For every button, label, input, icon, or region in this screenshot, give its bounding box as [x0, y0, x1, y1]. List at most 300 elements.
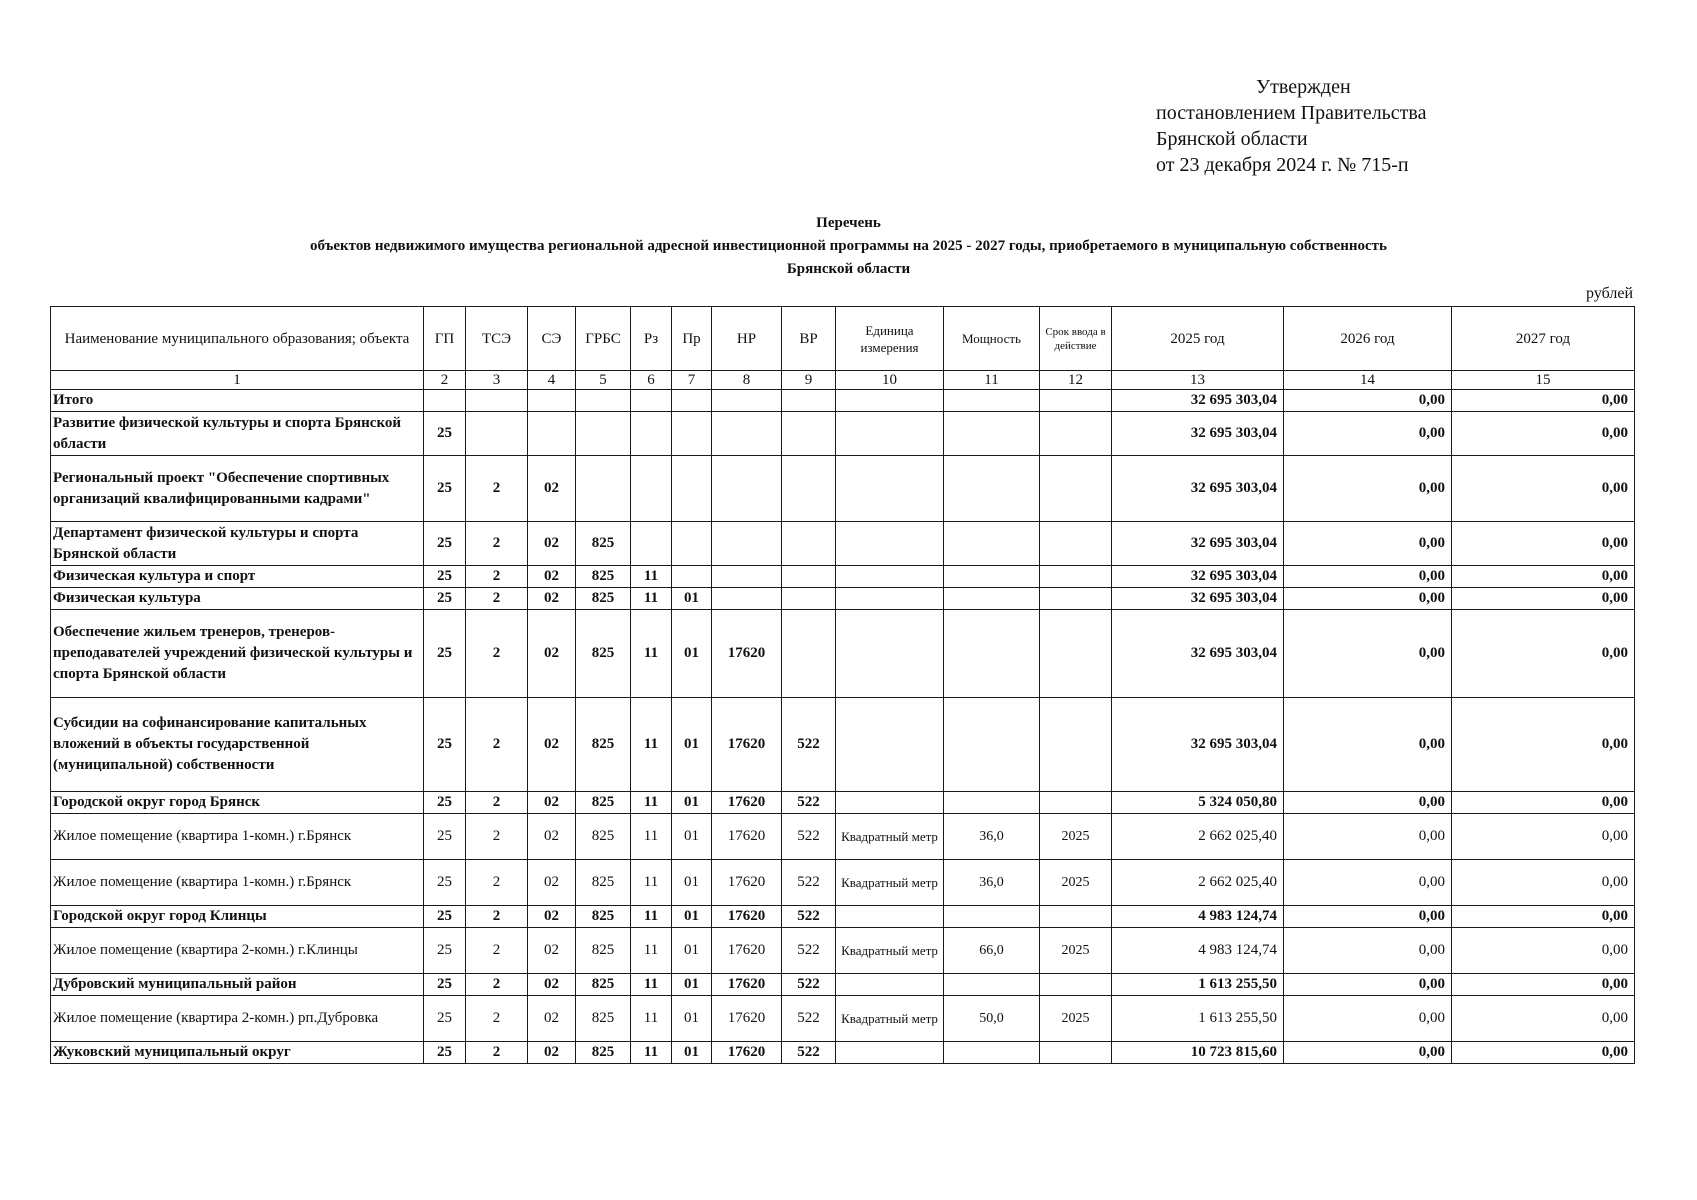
gp-cell: 25: [424, 906, 466, 928]
amount-2025-cell: 32 695 303,04: [1112, 412, 1284, 456]
approval-line-region: Брянской области: [1156, 128, 1308, 150]
capacity-cell: [944, 610, 1040, 698]
capacity-cell: 36,0: [944, 860, 1040, 906]
capacity-cell: 50,0: [944, 996, 1040, 1042]
gp-cell: 25: [424, 456, 466, 522]
name-cell: Жилое помещение (квартира 2-комн.) г.Клинцы: [51, 928, 424, 974]
pr-cell: 01: [672, 610, 712, 698]
units-label: рублей: [1586, 285, 1633, 302]
se-cell: 02: [528, 588, 576, 610]
index-cell: 1: [51, 371, 424, 390]
approval-line-date: от 23 декабря 2024 г. № 715-п: [1156, 154, 1409, 176]
rz-cell: 11: [631, 814, 672, 860]
gp-cell: 25: [424, 996, 466, 1042]
pr-cell: [672, 566, 712, 588]
se-cell: 02: [528, 456, 576, 522]
document-subtitle-region: Брянской области: [786, 261, 911, 277]
unit-cell: Квадратный метр: [836, 860, 944, 906]
amount-2025-cell: 4 983 124,74: [1112, 928, 1284, 974]
capacity-cell: 36,0: [944, 814, 1040, 860]
amount-2027-cell: 0,00: [1452, 698, 1635, 792]
vr-cell: [782, 566, 836, 588]
commission-cell: [1040, 390, 1112, 412]
pr-cell: 01: [672, 792, 712, 814]
nr-cell: [712, 566, 782, 588]
amount-2027-cell: 0,00: [1452, 928, 1635, 974]
grbs-cell: 825: [576, 610, 631, 698]
document-title: Перечень: [816, 215, 881, 231]
approval-line-decree: постановлением Правительства: [1156, 102, 1427, 124]
amount-2027-cell: 0,00: [1452, 814, 1635, 860]
unit-cell: [836, 412, 944, 456]
rz-cell: 11: [631, 588, 672, 610]
pr-cell: [672, 390, 712, 412]
tse-cell: 2: [466, 906, 528, 928]
pr-cell: 01: [672, 588, 712, 610]
grbs-cell: 825: [576, 906, 631, 928]
amount-2027-cell: 0,00: [1452, 906, 1635, 928]
table-row: [51, 974, 1635, 996]
capacity-cell: [944, 390, 1040, 412]
nr-cell: 17620: [712, 792, 782, 814]
commission-cell: [1040, 588, 1112, 610]
header-tse: ТСЭ: [466, 307, 528, 371]
se-cell: 02: [528, 974, 576, 996]
amount-2027-cell: 0,00: [1452, 1042, 1635, 1064]
vr-cell: [782, 412, 836, 456]
nr-cell: 17620: [712, 974, 782, 996]
pr-cell: [672, 522, 712, 566]
gp-cell: 25: [424, 860, 466, 906]
header-nr: НР: [712, 307, 782, 371]
rz-cell: 11: [631, 860, 672, 906]
vr-cell: 522: [782, 996, 836, 1042]
tse-cell: [466, 412, 528, 456]
commission-cell: 2025: [1040, 814, 1112, 860]
vr-cell: 522: [782, 860, 836, 906]
tse-cell: 2: [466, 814, 528, 860]
nr-cell: 17620: [712, 814, 782, 860]
tse-cell: 2: [466, 974, 528, 996]
name-cell: Жилое помещение (квартира 1-комн.) г.Брянск: [51, 814, 424, 860]
amount-2026-cell: 0,00: [1284, 996, 1452, 1042]
commission-cell: [1040, 566, 1112, 588]
nr-cell: 17620: [712, 906, 782, 928]
unit-cell: [836, 390, 944, 412]
unit-cell: [836, 792, 944, 814]
commission-cell: [1040, 456, 1112, 522]
vr-cell: [782, 522, 836, 566]
name-cell: Физическая культура: [51, 588, 424, 610]
commission-cell: 2025: [1040, 860, 1112, 906]
amount-2027-cell: 0,00: [1452, 588, 1635, 610]
tse-cell: 2: [466, 588, 528, 610]
rz-cell: 11: [631, 974, 672, 996]
amount-2027-cell: 0,00: [1452, 974, 1635, 996]
gp-cell: 25: [424, 566, 466, 588]
tse-cell: 2: [466, 698, 528, 792]
header-2027: 2027 год: [1452, 307, 1635, 371]
header-gp: ГП: [424, 307, 466, 371]
capacity-cell: 66,0: [944, 928, 1040, 974]
amount-2025-cell: 32 695 303,04: [1112, 390, 1284, 412]
index-cell: 7: [672, 371, 712, 390]
commission-cell: 2025: [1040, 928, 1112, 974]
header-commission-date: Срок ввода в действие: [1040, 307, 1112, 371]
capacity-cell: [944, 456, 1040, 522]
header-grbs: ГРБС: [576, 307, 631, 371]
grbs-cell: 825: [576, 522, 631, 566]
document-heading: [0, 212, 1697, 281]
nr-cell: 17620: [712, 928, 782, 974]
name-cell: Городской округ город Клинцы: [51, 906, 424, 928]
se-cell: 02: [528, 610, 576, 698]
table-row: [51, 566, 1635, 588]
pr-cell: 01: [672, 996, 712, 1042]
pr-cell: 01: [672, 698, 712, 792]
commission-cell: [1040, 974, 1112, 996]
commission-cell: [1040, 1042, 1112, 1064]
table-row: [51, 792, 1635, 814]
table-index-row: [51, 371, 1635, 390]
amount-2027-cell: 0,00: [1452, 522, 1635, 566]
tse-cell: 2: [466, 610, 528, 698]
pr-cell: 01: [672, 974, 712, 996]
gp-cell: 25: [424, 412, 466, 456]
amount-2025-cell: 4 983 124,74: [1112, 906, 1284, 928]
grbs-cell: 825: [576, 698, 631, 792]
rz-cell: [631, 390, 672, 412]
index-cell: 2: [424, 371, 466, 390]
rz-cell: 11: [631, 996, 672, 1042]
unit-cell: [836, 522, 944, 566]
gp-cell: 25: [424, 974, 466, 996]
commission-cell: [1040, 698, 1112, 792]
amount-2026-cell: 0,00: [1284, 1042, 1452, 1064]
index-cell: 4: [528, 371, 576, 390]
index-cell: 15: [1452, 371, 1635, 390]
grbs-cell: 825: [576, 814, 631, 860]
unit-cell: [836, 906, 944, 928]
se-cell: 02: [528, 522, 576, 566]
name-cell: Департамент физической культуры и спорта Брянской области: [51, 522, 424, 566]
approval-line-approved: Утвержден: [1256, 76, 1351, 98]
capacity-cell: [944, 906, 1040, 928]
amount-2025-cell: 10 723 815,60: [1112, 1042, 1284, 1064]
tse-cell: 2: [466, 566, 528, 588]
table-row: [51, 610, 1635, 698]
grbs-cell: 825: [576, 792, 631, 814]
commission-cell: [1040, 906, 1112, 928]
vr-cell: [782, 390, 836, 412]
vr-cell: 522: [782, 698, 836, 792]
index-cell: 5: [576, 371, 631, 390]
vr-cell: 522: [782, 974, 836, 996]
capacity-cell: [944, 566, 1040, 588]
vr-cell: 522: [782, 814, 836, 860]
amount-2026-cell: 0,00: [1284, 698, 1452, 792]
rz-cell: 11: [631, 928, 672, 974]
approval-block: [1156, 74, 1426, 178]
grbs-cell: [576, 412, 631, 456]
table-row: [51, 698, 1635, 792]
amount-2027-cell: 0,00: [1452, 412, 1635, 456]
investment-table: [50, 306, 1635, 1064]
amount-2026-cell: 0,00: [1284, 974, 1452, 996]
tse-cell: 2: [466, 522, 528, 566]
tse-cell: 2: [466, 860, 528, 906]
se-cell: 02: [528, 996, 576, 1042]
name-cell: Городской округ город Брянск: [51, 792, 424, 814]
amount-2025-cell: 2 662 025,40: [1112, 860, 1284, 906]
nr-cell: 17620: [712, 1042, 782, 1064]
amount-2026-cell: 0,00: [1284, 860, 1452, 906]
amount-2025-cell: 32 695 303,04: [1112, 588, 1284, 610]
amount-2027-cell: 0,00: [1452, 860, 1635, 906]
table-row: [51, 996, 1635, 1042]
amount-2027-cell: 0,00: [1452, 610, 1635, 698]
gp-cell: 25: [424, 1042, 466, 1064]
nr-cell: [712, 588, 782, 610]
unit-cell: [836, 456, 944, 522]
se-cell: 02: [528, 814, 576, 860]
nr-cell: 17620: [712, 698, 782, 792]
tse-cell: 2: [466, 792, 528, 814]
index-cell: 14: [1284, 371, 1452, 390]
se-cell: 02: [528, 792, 576, 814]
rz-cell: [631, 456, 672, 522]
amount-2025-cell: 32 695 303,04: [1112, 566, 1284, 588]
grbs-cell: [576, 456, 631, 522]
rz-cell: 11: [631, 906, 672, 928]
tse-cell: 2: [466, 928, 528, 974]
rz-cell: [631, 412, 672, 456]
amount-2025-cell: 32 695 303,04: [1112, 698, 1284, 792]
se-cell: [528, 412, 576, 456]
amount-2026-cell: 0,00: [1284, 412, 1452, 456]
nr-cell: 17620: [712, 610, 782, 698]
header-2026: 2026 год: [1284, 307, 1452, 371]
table-row: [51, 906, 1635, 928]
grbs-cell: [576, 390, 631, 412]
index-cell: 11: [944, 371, 1040, 390]
amount-2026-cell: 0,00: [1284, 456, 1452, 522]
table-header-row: [51, 307, 1635, 371]
index-cell: 12: [1040, 371, 1112, 390]
rz-cell: 11: [631, 610, 672, 698]
unit-cell: [836, 588, 944, 610]
name-cell: Жуковский муниципальный округ: [51, 1042, 424, 1064]
pr-cell: 01: [672, 1042, 712, 1064]
commission-cell: [1040, 792, 1112, 814]
grbs-cell: 825: [576, 974, 631, 996]
amount-2026-cell: 0,00: [1284, 610, 1452, 698]
amount-2026-cell: 0,00: [1284, 928, 1452, 974]
header-se: СЭ: [528, 307, 576, 371]
se-cell: 02: [528, 698, 576, 792]
grbs-cell: 825: [576, 928, 631, 974]
rz-cell: [631, 522, 672, 566]
capacity-cell: [944, 588, 1040, 610]
name-cell: Итого: [51, 390, 424, 412]
vr-cell: 522: [782, 792, 836, 814]
grbs-cell: 825: [576, 1042, 631, 1064]
capacity-cell: [944, 522, 1040, 566]
table-row: [51, 928, 1635, 974]
unit-cell: Квадратный метр: [836, 928, 944, 974]
capacity-cell: [944, 412, 1040, 456]
amount-2027-cell: 0,00: [1452, 996, 1635, 1042]
se-cell: 02: [528, 928, 576, 974]
amount-2025-cell: 5 324 050,80: [1112, 792, 1284, 814]
name-cell: Дубровский муниципальный район: [51, 974, 424, 996]
vr-cell: [782, 588, 836, 610]
se-cell: 02: [528, 1042, 576, 1064]
rz-cell: 11: [631, 566, 672, 588]
amount-2026-cell: 0,00: [1284, 522, 1452, 566]
amount-2027-cell: 0,00: [1452, 456, 1635, 522]
header-capacity: Мощность: [944, 307, 1040, 371]
capacity-cell: [944, 792, 1040, 814]
gp-cell: 25: [424, 814, 466, 860]
name-cell: Жилое помещение (квартира 1-комн.) г.Брянск: [51, 860, 424, 906]
grbs-cell: 825: [576, 996, 631, 1042]
gp-cell: 25: [424, 698, 466, 792]
amount-2026-cell: 0,00: [1284, 814, 1452, 860]
vr-cell: [782, 610, 836, 698]
amount-2026-cell: 0,00: [1284, 566, 1452, 588]
gp-cell: 25: [424, 928, 466, 974]
nr-cell: [712, 412, 782, 456]
amount-2027-cell: 0,00: [1452, 390, 1635, 412]
tse-cell: 2: [466, 1042, 528, 1064]
table-row: [51, 412, 1635, 456]
table-row: [51, 814, 1635, 860]
gp-cell: [424, 390, 466, 412]
vr-cell: [782, 456, 836, 522]
tse-cell: [466, 390, 528, 412]
header-name: Наименование муниципального образования; объекта: [51, 307, 424, 371]
pr-cell: 01: [672, 906, 712, 928]
header-vr: ВР: [782, 307, 836, 371]
amount-2026-cell: 0,00: [1284, 390, 1452, 412]
gp-cell: 25: [424, 610, 466, 698]
rz-cell: 11: [631, 698, 672, 792]
vr-cell: 522: [782, 906, 836, 928]
pr-cell: [672, 456, 712, 522]
commission-cell: 2025: [1040, 996, 1112, 1042]
amount-2027-cell: 0,00: [1452, 566, 1635, 588]
nr-cell: 17620: [712, 996, 782, 1042]
index-cell: 13: [1112, 371, 1284, 390]
vr-cell: 522: [782, 1042, 836, 1064]
unit-cell: [836, 566, 944, 588]
table-body: [51, 390, 1635, 1064]
index-cell: 9: [782, 371, 836, 390]
pr-cell: 01: [672, 860, 712, 906]
amount-2026-cell: 0,00: [1284, 906, 1452, 928]
gp-cell: 25: [424, 792, 466, 814]
capacity-cell: [944, 1042, 1040, 1064]
commission-cell: [1040, 522, 1112, 566]
header-rz: Рз: [631, 307, 672, 371]
grbs-cell: 825: [576, 860, 631, 906]
header-unit: Единица измерения: [836, 307, 944, 371]
commission-cell: [1040, 412, 1112, 456]
commission-cell: [1040, 610, 1112, 698]
amount-2025-cell: 32 695 303,04: [1112, 610, 1284, 698]
grbs-cell: 825: [576, 566, 631, 588]
capacity-cell: [944, 698, 1040, 792]
name-cell: Жилое помещение (квартира 2-комн.) рп.Дубровка: [51, 996, 424, 1042]
table-row: [51, 390, 1635, 412]
tse-cell: 2: [466, 456, 528, 522]
pr-cell: [672, 412, 712, 456]
index-cell: 10: [836, 371, 944, 390]
unit-cell: [836, 610, 944, 698]
name-cell: Региональный проект "Обеспечение спортивных организаций квалифицированными кадрами": [51, 456, 424, 522]
gp-cell: 25: [424, 588, 466, 610]
index-cell: 8: [712, 371, 782, 390]
pr-cell: 01: [672, 814, 712, 860]
amount-2027-cell: 0,00: [1452, 792, 1635, 814]
name-cell: Развитие физической культуры и спорта Брянской области: [51, 412, 424, 456]
unit-cell: Квадратный метр: [836, 814, 944, 860]
gp-cell: 25: [424, 522, 466, 566]
unit-cell: [836, 1042, 944, 1064]
name-cell: Физическая культура и спорт: [51, 566, 424, 588]
unit-cell: [836, 698, 944, 792]
rz-cell: 11: [631, 792, 672, 814]
table-row: [51, 588, 1635, 610]
header-pr: Пр: [672, 307, 712, 371]
header-2025: 2025 год: [1112, 307, 1284, 371]
nr-cell: [712, 390, 782, 412]
unit-cell: Квадратный метр: [836, 996, 944, 1042]
nr-cell: [712, 522, 782, 566]
nr-cell: [712, 456, 782, 522]
tse-cell: 2: [466, 996, 528, 1042]
table-row: [51, 522, 1635, 566]
amount-2025-cell: 32 695 303,04: [1112, 522, 1284, 566]
table-row: [51, 456, 1635, 522]
vr-cell: 522: [782, 928, 836, 974]
name-cell: Обеспечение жильем тренеров, тренеров-преподавателей учреждений физической культуры и спорта Брянской области: [51, 610, 424, 698]
amount-2025-cell: 32 695 303,04: [1112, 456, 1284, 522]
amount-2026-cell: 0,00: [1284, 588, 1452, 610]
index-cell: 3: [466, 371, 528, 390]
se-cell: 02: [528, 906, 576, 928]
capacity-cell: [944, 974, 1040, 996]
table-row: [51, 1042, 1635, 1064]
amount-2025-cell: 1 613 255,50: [1112, 996, 1284, 1042]
index-cell: 6: [631, 371, 672, 390]
unit-cell: [836, 974, 944, 996]
se-cell: 02: [528, 566, 576, 588]
amount-2025-cell: 2 662 025,40: [1112, 814, 1284, 860]
rz-cell: 11: [631, 1042, 672, 1064]
se-cell: [528, 390, 576, 412]
amount-2026-cell: 0,00: [1284, 792, 1452, 814]
name-cell: Субсидии на софинансирование капитальных вложений в объекты государственной (муниципальной) собственности: [51, 698, 424, 792]
pr-cell: 01: [672, 928, 712, 974]
amount-2025-cell: 1 613 255,50: [1112, 974, 1284, 996]
nr-cell: 17620: [712, 860, 782, 906]
grbs-cell: 825: [576, 588, 631, 610]
table-row: [51, 860, 1635, 906]
document-subtitle: объектов недвижимого имущества региональной адресной инвестиционной программы на 2025 - 2027 годы, приобретаемого в муниципальную собственность: [310, 238, 1387, 254]
se-cell: 02: [528, 860, 576, 906]
